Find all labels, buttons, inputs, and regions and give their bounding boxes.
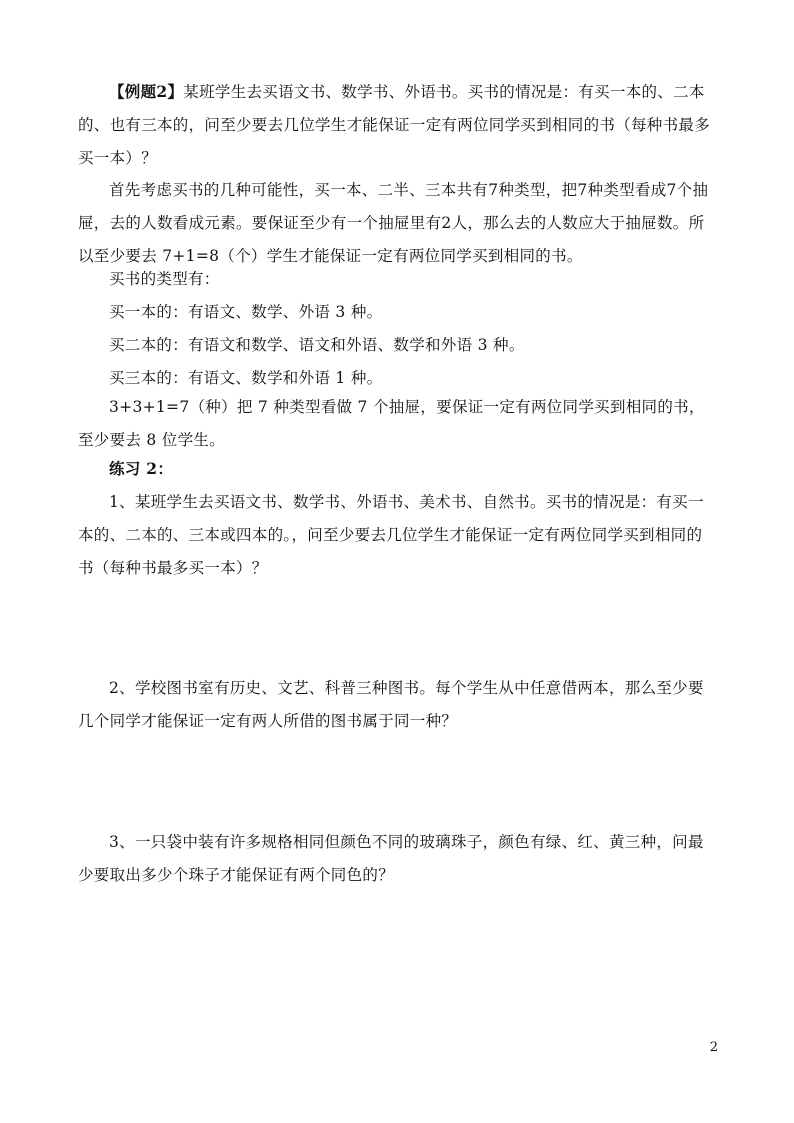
type-one: 买一本的：有语文、数学、外语 3 种。: [109, 303, 383, 321]
practice-question-2: 2、学校图书室有历史、文艺、科普三种图书。每个学生从中任意借两本，那么至少要几个同学才能保证一定有两人所借的图书属于同一种？: [78, 679, 704, 730]
example-label: 【例题2】: [109, 82, 184, 101]
example-conclusion: 3+3+1=7（种）把 7 种类型看做 7 个抽屉，要保证一定有两位同学买到相同的书，至少要去 8 位学生。: [78, 398, 705, 449]
types-intro: 买书的类型有：: [109, 270, 220, 288]
example-solution: 首先考虑买书的几种可能性，买一本、二半、三本共有7种类型，把7种类型看成7个抽屉，去的人数看成元素。要保证至少有一个抽屉里有2人，那么去的人数应大于抽屉数。所以至少要去 7+1=8（个）学生才能保证一定有两位同学买到相同的书。: [78, 181, 709, 265]
type-three: 买三本的：有语文、数学和外语 1 种。: [109, 369, 383, 387]
practice-question-3: 3、一只袋中装有许多规格相同但颜色不同的玻璃珠子，颜色有绿、红、黄三种，问最少要取出多少个珠子才能保证有两个同色的？: [78, 833, 704, 884]
practice-question-1: 1、某班学生去买语文书、数学书、外语书、美术书、自然书。买书的情况是：有买一本的、二本的、三本或四本的。，问至少要去几位学生才能保证一定有两位同学买到相同的书（每种书最多买一本）？: [78, 493, 704, 577]
type-two: 买二本的：有语文和数学、语文和外语、数学和外语 3 种。: [109, 336, 525, 354]
page-number: 2: [709, 1040, 718, 1055]
practice-title: 练习 2：: [109, 459, 174, 478]
example-question: [78, 75, 716, 175]
example-question-text: 某班学生去买语文书、数学书、外语书。买书的情况是：有买一本的、二本的、也有三本的，问至少要去几位学生才能保证一定有两位同学买到相同的书（每种书最多买一本）？: [78, 83, 711, 167]
